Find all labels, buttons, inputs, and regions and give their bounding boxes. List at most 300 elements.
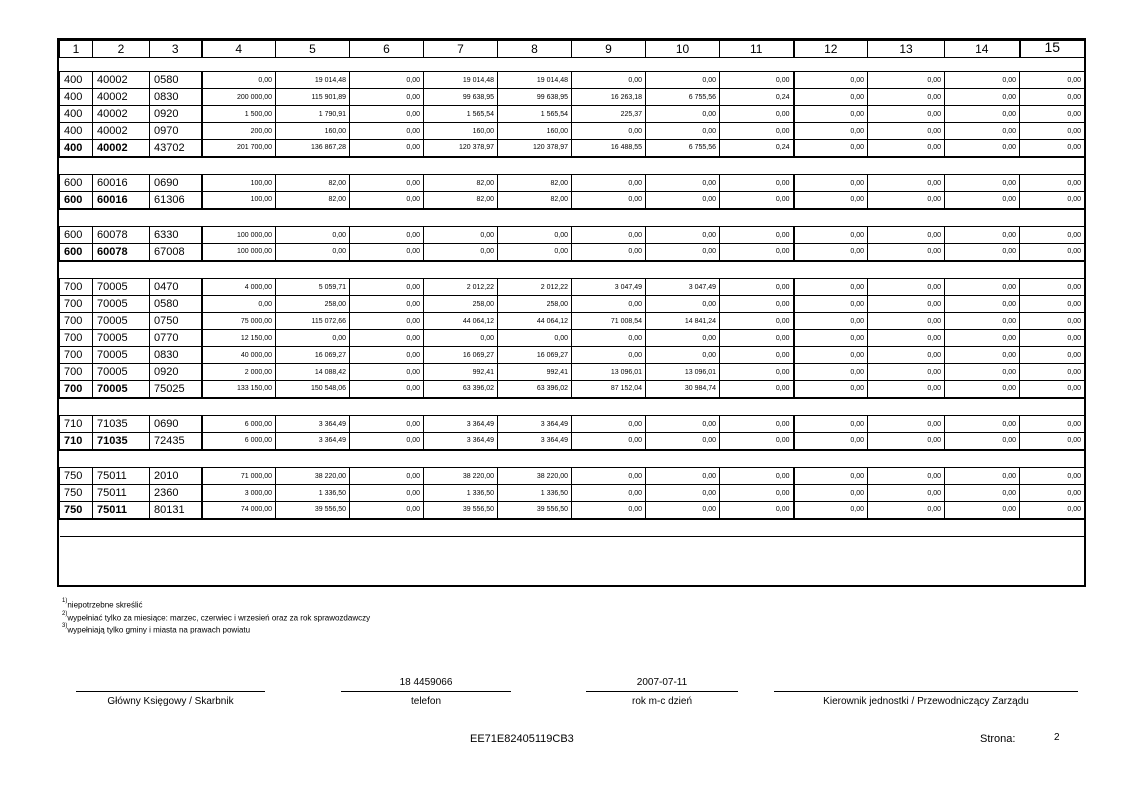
value-cell-col-6: 0,00 [350, 123, 424, 140]
value-cell-col-8: 0,00 [498, 330, 572, 347]
value-cell-col-12: 0,00 [794, 244, 868, 261]
value-cell-col-8: 0,00 [498, 227, 572, 244]
dzial-cell: 700 [60, 313, 93, 330]
rozdzial-cell: 70005 [93, 313, 150, 330]
value-cell-col-13: 0,00 [868, 192, 945, 209]
value-cell-col-14: 0,00 [945, 347, 1020, 364]
value-cell-col-15: 0,00 [1020, 364, 1085, 381]
column-number-header-row [60, 41, 1085, 58]
value-cell-col-4: 6 000,00 [202, 433, 276, 450]
table-row [60, 296, 1085, 313]
report-table-frame [57, 38, 1086, 587]
rozdzial-cell: 70005 [93, 364, 150, 381]
footnote-mark: 2) [62, 610, 68, 617]
value-cell-col-13: 0,00 [868, 347, 945, 364]
phone-value: 18 4459066 [399, 677, 453, 688]
value-cell-col-4: 200,00 [202, 123, 276, 140]
value-cell-col-11: 0,00 [720, 381, 794, 398]
value-cell-col-4: 100,00 [202, 192, 276, 209]
value-cell-col-10: 3 047,49 [646, 279, 720, 296]
value-cell-col-15: 0,00 [1020, 244, 1085, 261]
rozdzial-cell: 71035 [93, 416, 150, 433]
value-cell-col-7: 82,00 [424, 175, 498, 192]
value-cell-col-12: 0,00 [794, 433, 868, 450]
value-cell-col-4: 3 000,00 [202, 485, 276, 502]
value-cell-col-9: 0,00 [572, 227, 646, 244]
dzial-cell: 700 [60, 364, 93, 381]
value-cell-col-6: 0,00 [350, 433, 424, 450]
value-cell-col-6: 0,00 [350, 296, 424, 313]
value-cell-col-9: 225,37 [572, 106, 646, 123]
value-cell-col-14: 0,00 [945, 381, 1020, 398]
rozdzial-cell: 70005 [93, 279, 150, 296]
value-cell-col-10: 0,00 [646, 106, 720, 123]
paragraf-cell: 2010 [150, 468, 202, 485]
value-cell-col-4: 71 000,00 [202, 468, 276, 485]
value-cell-col-13: 0,00 [868, 296, 945, 313]
value-cell-col-15: 0,00 [1020, 381, 1085, 398]
table-row [60, 89, 1085, 106]
subtotal-row [60, 192, 1085, 209]
value-cell-col-11: 0,00 [720, 468, 794, 485]
value-cell-col-10: 0,00 [646, 123, 720, 140]
phone-label: telefon [410, 696, 442, 707]
value-cell-col-8: 0,00 [498, 244, 572, 261]
value-cell-col-4: 4 000,00 [202, 279, 276, 296]
date-line [586, 691, 738, 692]
value-cell-col-5: 5 059,71 [276, 279, 350, 296]
value-cell-col-12: 0,00 [794, 140, 868, 157]
date-label: rok m-c dzień [631, 696, 692, 707]
value-cell-col-9: 16 263,18 [572, 89, 646, 106]
rozdzial-cell: 60078 [93, 244, 150, 261]
value-cell-col-8: 82,00 [498, 175, 572, 192]
value-cell-col-15: 0,00 [1020, 123, 1085, 140]
value-cell-col-15: 0,00 [1020, 416, 1085, 433]
subtotal-row [60, 140, 1085, 157]
value-cell-col-14: 0,00 [945, 227, 1020, 244]
paragraf-cell: 0690 [150, 175, 202, 192]
value-cell-col-4: 1 500,00 [202, 106, 276, 123]
rozdzial-cell: 40002 [93, 89, 150, 106]
value-cell-col-5: 150 548,06 [276, 381, 350, 398]
value-cell-col-14: 0,00 [945, 140, 1020, 157]
separator-cell [60, 398, 1085, 416]
value-cell-col-5: 3 364,49 [276, 433, 350, 450]
paragraf-cell: 0580 [150, 296, 202, 313]
subtotal-row [60, 381, 1085, 398]
paragraf-cell: 75025 [150, 381, 202, 398]
value-cell-col-7: 39 556,50 [424, 502, 498, 519]
table-row [60, 330, 1085, 347]
value-cell-col-10: 13 096,01 [646, 364, 720, 381]
value-cell-col-9: 0,00 [572, 416, 646, 433]
value-cell-col-7: 3 364,49 [424, 416, 498, 433]
column-number-3: 3 [150, 41, 202, 58]
value-cell-col-9: 0,00 [572, 72, 646, 89]
column-number-13: 13 [868, 41, 945, 58]
value-cell-col-9: 87 152,04 [572, 381, 646, 398]
column-number-15: 15 [1020, 41, 1085, 58]
value-cell-col-12: 0,00 [794, 279, 868, 296]
rozdzial-cell: 60078 [93, 227, 150, 244]
value-cell-col-11: 0,00 [720, 330, 794, 347]
value-cell-col-14: 0,00 [945, 279, 1020, 296]
value-cell-col-10: 0,00 [646, 433, 720, 450]
value-cell-col-9: 71 008,54 [572, 313, 646, 330]
value-cell-col-12: 0,00 [794, 364, 868, 381]
value-cell-col-11: 0,00 [720, 485, 794, 502]
value-cell-col-10: 0,00 [646, 192, 720, 209]
footnote-text: wypełniać tylko za miesiące: marzec, czerwiec i wrzesień oraz za rok sprawozdawczy [67, 613, 371, 623]
value-cell-col-6: 0,00 [350, 72, 424, 89]
value-cell-col-6: 0,00 [350, 364, 424, 381]
value-cell-col-6: 0,00 [350, 416, 424, 433]
value-cell-col-14: 0,00 [945, 502, 1020, 519]
value-cell-col-15: 0,00 [1020, 468, 1085, 485]
value-cell-col-14: 0,00 [945, 244, 1020, 261]
paragraf-cell: 43702 [150, 140, 202, 157]
value-cell-col-6: 0,00 [350, 347, 424, 364]
value-cell-col-13: 0,00 [868, 433, 945, 450]
value-cell-col-12: 0,00 [794, 381, 868, 398]
subtotal-row [60, 502, 1085, 519]
column-number-2: 2 [93, 41, 150, 58]
value-cell-col-12: 0,00 [794, 72, 868, 89]
value-cell-col-12: 0,00 [794, 106, 868, 123]
rozdzial-cell: 70005 [93, 381, 150, 398]
paragraf-cell: 72435 [150, 433, 202, 450]
value-cell-col-8: 992,41 [498, 364, 572, 381]
value-cell-col-14: 0,00 [945, 192, 1020, 209]
value-cell-col-11: 0,00 [720, 296, 794, 313]
value-cell-col-7: 992,41 [424, 364, 498, 381]
value-cell-col-13: 0,00 [868, 227, 945, 244]
rozdzial-cell: 40002 [93, 72, 150, 89]
separator-cell [60, 209, 1085, 227]
value-cell-col-10: 6 755,56 [646, 140, 720, 157]
value-cell-col-13: 0,00 [868, 244, 945, 261]
value-cell-col-12: 0,00 [794, 502, 868, 519]
value-cell-col-11: 0,00 [720, 192, 794, 209]
dzial-cell: 600 [60, 244, 93, 261]
table-row [60, 364, 1085, 381]
table-row [60, 227, 1085, 244]
dzial-cell: 400 [60, 72, 93, 89]
value-cell-col-15: 0,00 [1020, 106, 1085, 123]
value-cell-col-13: 0,00 [868, 279, 945, 296]
value-cell-col-11: 0,00 [720, 279, 794, 296]
value-cell-col-13: 0,00 [868, 72, 945, 89]
value-cell-col-11: 0,24 [720, 140, 794, 157]
value-cell-col-15: 0,00 [1020, 72, 1085, 89]
column-number-12: 12 [794, 41, 868, 58]
paragraf-cell: 0830 [150, 89, 202, 106]
value-cell-col-6: 0,00 [350, 279, 424, 296]
value-cell-col-5: 19 014,48 [276, 72, 350, 89]
value-cell-col-11: 0,00 [720, 123, 794, 140]
value-cell-col-11: 0,00 [720, 502, 794, 519]
paragraf-cell: 0920 [150, 106, 202, 123]
value-cell-col-14: 0,00 [945, 330, 1020, 347]
accountant-label: Główny Księgowy / Skarbnik [107, 696, 234, 707]
value-cell-col-4: 40 000,00 [202, 347, 276, 364]
paragraf-cell: 0580 [150, 72, 202, 89]
value-cell-col-10: 0,00 [646, 502, 720, 519]
value-cell-col-10: 0,00 [646, 347, 720, 364]
dzial-cell: 600 [60, 192, 93, 209]
paragraf-cell: 61306 [150, 192, 202, 209]
value-cell-col-7: 99 638,95 [424, 89, 498, 106]
value-cell-col-15: 0,00 [1020, 89, 1085, 106]
value-cell-col-14: 0,00 [945, 416, 1020, 433]
value-cell-col-10: 0,00 [646, 72, 720, 89]
value-cell-col-5: 0,00 [276, 227, 350, 244]
head-signature-line [774, 691, 1078, 692]
value-cell-col-14: 0,00 [945, 106, 1020, 123]
column-number-7: 7 [424, 41, 498, 58]
value-cell-col-9: 0,00 [572, 296, 646, 313]
value-cell-col-8: 99 638,95 [498, 89, 572, 106]
value-cell-col-4: 201 700,00 [202, 140, 276, 157]
paragraf-cell: 80131 [150, 502, 202, 519]
value-cell-col-15: 0,00 [1020, 192, 1085, 209]
value-cell-col-14: 0,00 [945, 433, 1020, 450]
value-cell-col-4: 0,00 [202, 296, 276, 313]
rozdzial-cell: 40002 [93, 123, 150, 140]
value-cell-col-9: 0,00 [572, 175, 646, 192]
value-cell-col-8: 1 565,54 [498, 106, 572, 123]
group-separator [60, 519, 1085, 537]
value-cell-col-4: 2 000,00 [202, 364, 276, 381]
value-cell-col-5: 258,00 [276, 296, 350, 313]
value-cell-col-9: 0,00 [572, 502, 646, 519]
value-cell-col-4: 75 000,00 [202, 313, 276, 330]
value-cell-col-8: 82,00 [498, 192, 572, 209]
date-value: 2007-07-11 [636, 677, 688, 688]
value-cell-col-12: 0,00 [794, 227, 868, 244]
value-cell-col-5: 16 069,27 [276, 347, 350, 364]
table-row [60, 347, 1085, 364]
rozdzial-cell: 60016 [93, 175, 150, 192]
value-cell-col-14: 0,00 [945, 364, 1020, 381]
value-cell-col-6: 0,00 [350, 89, 424, 106]
value-cell-col-6: 0,00 [350, 502, 424, 519]
dzial-cell: 600 [60, 175, 93, 192]
value-cell-col-8: 38 220,00 [498, 468, 572, 485]
column-number-6: 6 [350, 41, 424, 58]
value-cell-col-10: 0,00 [646, 175, 720, 192]
value-cell-col-12: 0,00 [794, 296, 868, 313]
footnote-text: wypełniają tylko gminy i miasta na prawach powiatu [67, 625, 251, 635]
value-cell-col-10: 0,00 [646, 485, 720, 502]
value-cell-col-10: 14 841,24 [646, 313, 720, 330]
value-cell-col-10: 0,00 [646, 227, 720, 244]
value-cell-col-9: 0,00 [572, 244, 646, 261]
value-cell-col-12: 0,00 [794, 313, 868, 330]
dzial-cell: 710 [60, 416, 93, 433]
value-cell-col-8: 120 378,97 [498, 140, 572, 157]
value-cell-col-6: 0,00 [350, 175, 424, 192]
accountant-signature-line [76, 691, 265, 692]
value-cell-col-9: 0,00 [572, 192, 646, 209]
value-cell-col-11: 0,24 [720, 89, 794, 106]
value-cell-col-9: 0,00 [572, 485, 646, 502]
value-cell-col-5: 136 867,28 [276, 140, 350, 157]
value-cell-col-7: 38 220,00 [424, 468, 498, 485]
value-cell-col-14: 0,00 [945, 72, 1020, 89]
value-cell-col-7: 1 336,50 [424, 485, 498, 502]
rozdzial-cell: 71035 [93, 433, 150, 450]
value-cell-col-15: 0,00 [1020, 485, 1085, 502]
value-cell-col-10: 0,00 [646, 468, 720, 485]
value-cell-col-13: 0,00 [868, 175, 945, 192]
paragraf-cell: 67008 [150, 244, 202, 261]
value-cell-col-14: 0,00 [945, 123, 1020, 140]
group-separator [60, 209, 1085, 227]
value-cell-col-7: 82,00 [424, 192, 498, 209]
value-cell-col-12: 0,00 [794, 123, 868, 140]
value-cell-col-15: 0,00 [1020, 502, 1085, 519]
value-cell-col-8: 39 556,50 [498, 502, 572, 519]
value-cell-col-13: 0,00 [868, 140, 945, 157]
value-cell-col-6: 0,00 [350, 140, 424, 157]
paragraf-cell: 0830 [150, 347, 202, 364]
column-number-14: 14 [945, 41, 1020, 58]
value-cell-col-9: 0,00 [572, 468, 646, 485]
paragraf-cell: 0970 [150, 123, 202, 140]
value-cell-col-8: 19 014,48 [498, 72, 572, 89]
value-cell-col-7: 120 378,97 [424, 140, 498, 157]
value-cell-col-8: 1 336,50 [498, 485, 572, 502]
value-cell-col-11: 0,00 [720, 106, 794, 123]
column-number-5: 5 [276, 41, 350, 58]
value-cell-col-15: 0,00 [1020, 227, 1085, 244]
value-cell-col-5: 115 072,66 [276, 313, 350, 330]
value-cell-col-8: 258,00 [498, 296, 572, 313]
group-separator [60, 398, 1085, 416]
rozdzial-cell: 70005 [93, 347, 150, 364]
value-cell-col-7: 0,00 [424, 330, 498, 347]
value-cell-col-5: 115 901,89 [276, 89, 350, 106]
dzial-cell: 700 [60, 381, 93, 398]
separator-cell [60, 450, 1085, 468]
rozdzial-cell: 40002 [93, 106, 150, 123]
value-cell-col-15: 0,00 [1020, 296, 1085, 313]
column-number-10: 10 [646, 41, 720, 58]
value-cell-col-6: 0,00 [350, 244, 424, 261]
value-cell-col-13: 0,00 [868, 502, 945, 519]
value-cell-col-6: 0,00 [350, 330, 424, 347]
value-cell-col-14: 0,00 [945, 175, 1020, 192]
separator-cell [60, 519, 1085, 537]
dzial-cell: 600 [60, 227, 93, 244]
value-cell-col-8: 3 364,49 [498, 416, 572, 433]
value-cell-col-6: 0,00 [350, 468, 424, 485]
separator-cell [60, 157, 1085, 175]
value-cell-col-7: 258,00 [424, 296, 498, 313]
column-number-1: 1 [60, 41, 93, 58]
value-cell-col-12: 0,00 [794, 89, 868, 106]
paragraf-cell: 0470 [150, 279, 202, 296]
value-cell-col-6: 0,00 [350, 381, 424, 398]
paragraf-cell: 0770 [150, 330, 202, 347]
rozdzial-cell: 75011 [93, 502, 150, 519]
report-table [59, 40, 1085, 537]
dzial-cell: 750 [60, 468, 93, 485]
value-cell-col-13: 0,00 [868, 123, 945, 140]
value-cell-col-5: 1 336,50 [276, 485, 350, 502]
column-number-11: 11 [720, 41, 794, 58]
value-cell-col-7: 44 064,12 [424, 313, 498, 330]
group-separator [60, 450, 1085, 468]
value-cell-col-5: 0,00 [276, 330, 350, 347]
footnote-mark: 3) [62, 623, 68, 630]
value-cell-col-4: 133 150,00 [202, 381, 276, 398]
value-cell-col-7: 3 364,49 [424, 433, 498, 450]
group-separator [60, 261, 1085, 279]
value-cell-col-15: 0,00 [1020, 313, 1085, 330]
value-cell-col-9: 0,00 [572, 330, 646, 347]
dzial-cell: 400 [60, 140, 93, 157]
value-cell-col-8: 63 396,02 [498, 381, 572, 398]
table-row [60, 123, 1085, 140]
value-cell-col-5: 14 088,42 [276, 364, 350, 381]
paragraf-cell: 2360 [150, 485, 202, 502]
dzial-cell: 710 [60, 433, 93, 450]
paragraf-cell: 0750 [150, 313, 202, 330]
table-row [60, 72, 1085, 89]
value-cell-col-4: 100 000,00 [202, 244, 276, 261]
value-cell-col-13: 0,00 [868, 485, 945, 502]
value-cell-col-7: 16 069,27 [424, 347, 498, 364]
separator-cell [60, 58, 1085, 72]
dzial-cell: 700 [60, 347, 93, 364]
value-cell-col-10: 0,00 [646, 244, 720, 261]
table-row [60, 416, 1085, 433]
value-cell-col-10: 30 984,74 [646, 381, 720, 398]
dzial-cell: 750 [60, 485, 93, 502]
value-cell-col-13: 0,00 [868, 364, 945, 381]
subtotal-row [60, 433, 1085, 450]
value-cell-col-9: 3 047,49 [572, 279, 646, 296]
value-cell-col-12: 0,00 [794, 416, 868, 433]
rozdzial-cell: 75011 [93, 485, 150, 502]
table-row [60, 279, 1085, 296]
value-cell-col-5: 160,00 [276, 123, 350, 140]
value-cell-col-5: 1 790,91 [276, 106, 350, 123]
dzial-cell: 400 [60, 89, 93, 106]
value-cell-col-12: 0,00 [794, 175, 868, 192]
subtotal-row [60, 244, 1085, 261]
value-cell-col-14: 0,00 [945, 89, 1020, 106]
table-row [60, 175, 1085, 192]
value-cell-col-9: 16 488,55 [572, 140, 646, 157]
value-cell-col-8: 2 012,22 [498, 279, 572, 296]
value-cell-col-11: 0,00 [720, 227, 794, 244]
value-cell-col-6: 0,00 [350, 313, 424, 330]
value-cell-col-15: 0,00 [1020, 347, 1085, 364]
value-cell-col-15: 0,00 [1020, 279, 1085, 296]
value-cell-col-6: 0,00 [350, 106, 424, 123]
value-cell-col-7: 63 396,02 [424, 381, 498, 398]
value-cell-col-15: 0,00 [1020, 433, 1085, 450]
table-row [60, 106, 1085, 123]
value-cell-col-12: 0,00 [794, 485, 868, 502]
dzial-cell: 700 [60, 296, 93, 313]
column-number-8: 8 [498, 41, 572, 58]
value-cell-col-8: 44 064,12 [498, 313, 572, 330]
